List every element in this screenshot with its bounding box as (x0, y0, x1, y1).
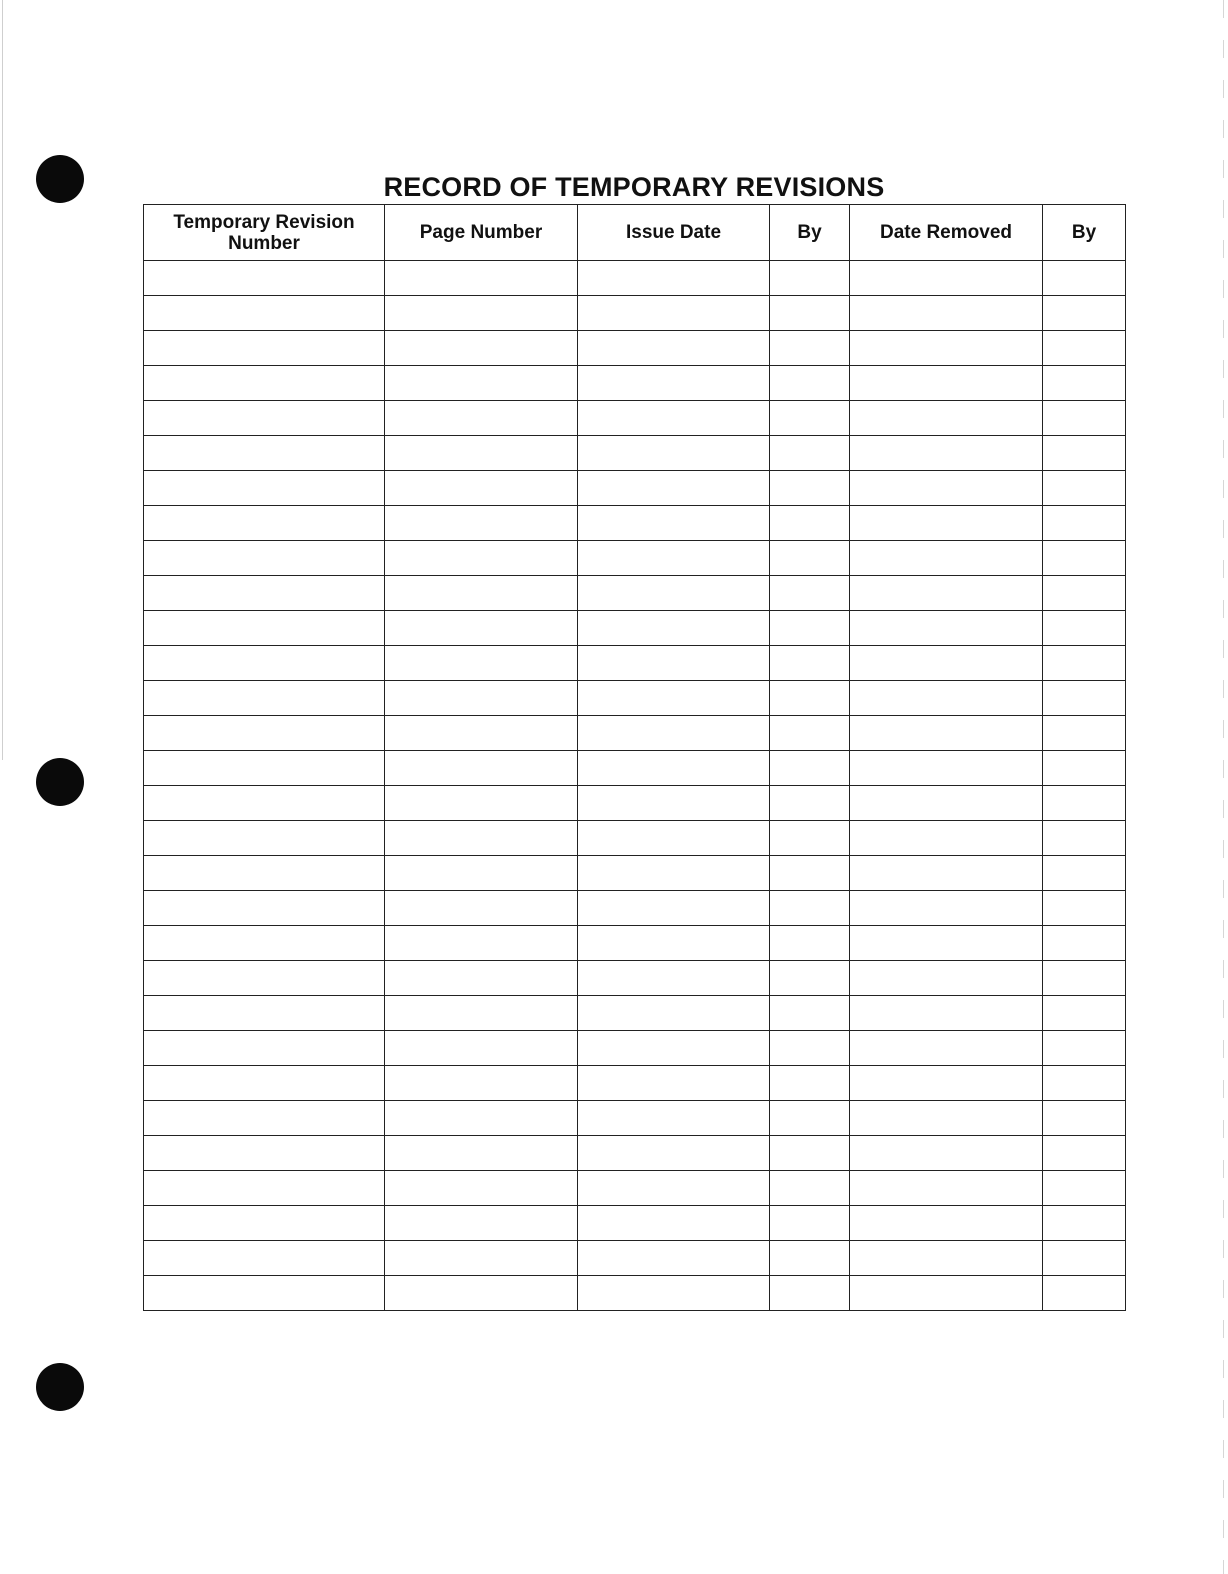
issued-by-cell[interactable] (770, 541, 850, 576)
removed-by-cell[interactable] (1043, 926, 1126, 961)
issued-by-cell[interactable] (770, 1136, 850, 1171)
date-removed-cell[interactable] (850, 1241, 1043, 1276)
issued-by-cell[interactable] (770, 996, 850, 1031)
date-removed-cell[interactable] (850, 1171, 1043, 1206)
removed-by-cell[interactable] (1043, 471, 1126, 506)
date-removed-cell[interactable] (850, 821, 1043, 856)
table-row (144, 1206, 1126, 1241)
issued-by-cell[interactable] (770, 1171, 850, 1206)
page-number-cell[interactable] (385, 296, 578, 331)
date-removed-cell[interactable] (850, 891, 1043, 926)
removed-by-cell[interactable] (1043, 401, 1126, 436)
issue-date-cell[interactable] (578, 821, 770, 856)
page-number-cell[interactable] (385, 1136, 578, 1171)
temporary-revision-number-cell[interactable] (144, 891, 385, 926)
issued-by-cell[interactable] (770, 751, 850, 786)
page-number-cell[interactable] (385, 856, 578, 891)
page-number-cell[interactable] (385, 611, 578, 646)
issued-by-cell[interactable] (770, 681, 850, 716)
temporary-revision-number-cell[interactable] (144, 296, 385, 331)
issued-by-cell[interactable] (770, 891, 850, 926)
issued-by-cell[interactable] (770, 331, 850, 366)
table-row (144, 821, 1126, 856)
temporary-revision-number-cell[interactable] (144, 506, 385, 541)
removed-by-cell[interactable] (1043, 541, 1126, 576)
removed-by-cell[interactable] (1043, 681, 1126, 716)
issued-by-cell[interactable] (770, 366, 850, 401)
temporary-revision-number-cell[interactable] (144, 1206, 385, 1241)
temporary-revision-number-cell[interactable] (144, 541, 385, 576)
issue-date-cell[interactable] (578, 716, 770, 751)
date-removed-cell[interactable] (850, 856, 1043, 891)
removed-by-cell[interactable] (1043, 436, 1126, 471)
issued-by-cell[interactable] (770, 261, 850, 296)
table-row (144, 926, 1126, 961)
issue-date-cell[interactable] (578, 891, 770, 926)
page-number-cell[interactable] (385, 751, 578, 786)
page-number-cell[interactable] (385, 401, 578, 436)
issue-date-cell[interactable] (578, 786, 770, 821)
page-number-cell[interactable] (385, 1206, 578, 1241)
column-header-removed-by: By (1043, 205, 1126, 261)
removed-by-cell[interactable] (1043, 751, 1126, 786)
column-header-temporary-revision-number: Temporary Revision Number (144, 205, 385, 261)
issue-date-cell[interactable] (578, 926, 770, 961)
table-row (144, 716, 1126, 751)
issue-date-cell[interactable] (578, 471, 770, 506)
table-row (144, 541, 1126, 576)
date-removed-cell[interactable] (850, 541, 1043, 576)
issued-by-cell[interactable] (770, 1276, 850, 1311)
issued-by-cell[interactable] (770, 506, 850, 541)
page-number-cell[interactable] (385, 926, 578, 961)
temporary-revision-number-cell[interactable] (144, 681, 385, 716)
temporary-revision-number-cell[interactable] (144, 646, 385, 681)
table-row (144, 401, 1126, 436)
date-removed-cell[interactable] (850, 1031, 1043, 1066)
issue-date-cell[interactable] (578, 1206, 770, 1241)
date-removed-cell[interactable] (850, 506, 1043, 541)
removed-by-cell[interactable] (1043, 1136, 1126, 1171)
issued-by-cell[interactable] (770, 786, 850, 821)
issue-date-cell[interactable] (578, 541, 770, 576)
issue-date-cell[interactable] (578, 751, 770, 786)
removed-by-cell[interactable] (1043, 1276, 1126, 1311)
issue-date-cell[interactable] (578, 961, 770, 996)
temporary-revision-number-cell[interactable] (144, 1066, 385, 1101)
table-row (144, 261, 1126, 296)
issued-by-cell[interactable] (770, 401, 850, 436)
date-removed-cell[interactable] (850, 1276, 1043, 1311)
temporary-revision-number-cell[interactable] (144, 1101, 385, 1136)
page-title: RECORD OF TEMPORARY REVISIONS (383, 172, 885, 203)
issue-date-cell[interactable] (578, 1136, 770, 1171)
table-row (144, 1101, 1126, 1136)
page-number-cell[interactable] (385, 646, 578, 681)
removed-by-cell[interactable] (1043, 1031, 1126, 1066)
page-number-cell[interactable] (385, 1066, 578, 1101)
page-left-edge (2, 0, 3, 760)
removed-by-cell[interactable] (1043, 891, 1126, 926)
temporary-revision-number-cell[interactable] (144, 926, 385, 961)
issued-by-cell[interactable] (770, 926, 850, 961)
temporary-revision-number-cell[interactable] (144, 331, 385, 366)
issued-by-cell[interactable] (770, 821, 850, 856)
issue-date-cell[interactable] (578, 401, 770, 436)
column-header-issue-date: Issue Date (578, 205, 770, 261)
page-number-cell[interactable] (385, 1241, 578, 1276)
date-removed-cell[interactable] (850, 786, 1043, 821)
issued-by-cell[interactable] (770, 471, 850, 506)
removed-by-cell[interactable] (1043, 786, 1126, 821)
removed-by-cell[interactable] (1043, 1066, 1126, 1101)
date-removed-cell[interactable] (850, 471, 1043, 506)
temporary-revision-number-cell[interactable] (144, 1241, 385, 1276)
removed-by-cell[interactable] (1043, 716, 1126, 751)
removed-by-cell[interactable] (1043, 1206, 1126, 1241)
date-removed-cell[interactable] (850, 961, 1043, 996)
date-removed-cell[interactable] (850, 1206, 1043, 1241)
page-number-cell[interactable] (385, 961, 578, 996)
table-row (144, 891, 1126, 926)
column-header-page-number: Page Number (385, 205, 578, 261)
issue-date-cell[interactable] (578, 1031, 770, 1066)
issue-date-cell[interactable] (578, 296, 770, 331)
page-number-cell[interactable] (385, 471, 578, 506)
table-row (144, 646, 1126, 681)
page-number-cell[interactable] (385, 506, 578, 541)
table-body (144, 261, 1126, 1311)
removed-by-cell[interactable] (1043, 1171, 1126, 1206)
issue-date-cell[interactable] (578, 646, 770, 681)
date-removed-cell[interactable] (850, 1136, 1043, 1171)
page-number-cell[interactable] (385, 366, 578, 401)
removed-by-cell[interactable] (1043, 261, 1126, 296)
temporary-revision-number-cell[interactable] (144, 1031, 385, 1066)
temporary-revision-number-cell[interactable] (144, 996, 385, 1031)
issue-date-cell[interactable] (578, 331, 770, 366)
table-row (144, 1276, 1126, 1311)
temporary-revision-number-cell[interactable] (144, 1136, 385, 1171)
issue-date-cell[interactable] (578, 856, 770, 891)
removed-by-cell[interactable] (1043, 366, 1126, 401)
table-row (144, 961, 1126, 996)
page-number-cell[interactable] (385, 786, 578, 821)
table-row (144, 366, 1126, 401)
temporary-revision-number-cell[interactable] (144, 611, 385, 646)
table-row (144, 751, 1126, 786)
table-row (144, 331, 1126, 366)
table-row (144, 681, 1126, 716)
binder-punch-hole (36, 1363, 84, 1411)
issued-by-cell[interactable] (770, 1101, 850, 1136)
removed-by-cell[interactable] (1043, 646, 1126, 681)
temporary-revision-number-cell[interactable] (144, 471, 385, 506)
temporary-revision-number-cell[interactable] (144, 751, 385, 786)
issue-date-cell[interactable] (578, 576, 770, 611)
removed-by-cell[interactable] (1043, 506, 1126, 541)
page-number-cell[interactable] (385, 1171, 578, 1206)
date-removed-cell[interactable] (850, 366, 1043, 401)
issued-by-cell[interactable] (770, 1206, 850, 1241)
table-row (144, 296, 1126, 331)
page-number-cell[interactable] (385, 996, 578, 1031)
issued-by-cell[interactable] (770, 961, 850, 996)
temporary-revision-number-cell[interactable] (144, 786, 385, 821)
table-row (144, 576, 1126, 611)
temporary-revision-number-cell[interactable] (144, 401, 385, 436)
table-row (144, 1171, 1126, 1206)
date-removed-cell[interactable] (850, 996, 1043, 1031)
date-removed-cell[interactable] (850, 296, 1043, 331)
issued-by-cell[interactable] (770, 296, 850, 331)
issue-date-cell[interactable] (578, 1276, 770, 1311)
table-row (144, 611, 1126, 646)
issued-by-cell[interactable] (770, 1031, 850, 1066)
column-header-issued-by: By (770, 205, 850, 261)
table-row (144, 1031, 1126, 1066)
page-number-cell[interactable] (385, 541, 578, 576)
date-removed-cell[interactable] (850, 646, 1043, 681)
page-number-cell[interactable] (385, 261, 578, 296)
removed-by-cell[interactable] (1043, 996, 1126, 1031)
page-number-cell[interactable] (385, 821, 578, 856)
removed-by-cell[interactable] (1043, 856, 1126, 891)
page-number-cell[interactable] (385, 576, 578, 611)
page-number-cell[interactable] (385, 1031, 578, 1066)
temporary-revision-number-cell[interactable] (144, 576, 385, 611)
table-row (144, 506, 1126, 541)
temporary-revision-number-cell[interactable] (144, 261, 385, 296)
temporary-revision-number-cell[interactable] (144, 366, 385, 401)
date-removed-cell[interactable] (850, 1101, 1043, 1136)
table-row (144, 436, 1126, 471)
issue-date-cell[interactable] (578, 1101, 770, 1136)
issued-by-cell[interactable] (770, 611, 850, 646)
temporary-revision-number-cell[interactable] (144, 716, 385, 751)
removed-by-cell[interactable] (1043, 961, 1126, 996)
removed-by-cell[interactable] (1043, 611, 1126, 646)
issued-by-cell[interactable] (770, 1066, 850, 1101)
page-right-edge (1223, 0, 1224, 1574)
issue-date-cell[interactable] (578, 366, 770, 401)
column-header-date-removed: Date Removed (850, 205, 1043, 261)
temporary-revision-number-cell[interactable] (144, 856, 385, 891)
issue-date-cell[interactable] (578, 261, 770, 296)
removed-by-cell[interactable] (1043, 331, 1126, 366)
temporary-revision-number-cell[interactable] (144, 821, 385, 856)
revisions-table (143, 204, 1126, 1311)
issue-date-cell[interactable] (578, 1241, 770, 1276)
table-row (144, 471, 1126, 506)
temporary-revision-number-cell[interactable] (144, 1171, 385, 1206)
table-row (144, 1066, 1126, 1101)
issue-date-cell[interactable] (578, 681, 770, 716)
temporary-revision-number-cell[interactable] (144, 1276, 385, 1311)
removed-by-cell[interactable] (1043, 821, 1126, 856)
removed-by-cell[interactable] (1043, 1241, 1126, 1276)
issue-date-cell[interactable] (578, 611, 770, 646)
issued-by-cell[interactable] (770, 576, 850, 611)
issued-by-cell[interactable] (770, 436, 850, 471)
removed-by-cell[interactable] (1043, 1101, 1126, 1136)
issue-date-cell[interactable] (578, 506, 770, 541)
table-row (144, 786, 1126, 821)
date-removed-cell[interactable] (850, 576, 1043, 611)
issued-by-cell[interactable] (770, 646, 850, 681)
temporary-revision-number-cell[interactable] (144, 961, 385, 996)
issue-date-cell[interactable] (578, 996, 770, 1031)
page-number-cell[interactable] (385, 436, 578, 471)
date-removed-cell[interactable] (850, 611, 1043, 646)
issue-date-cell[interactable] (578, 1066, 770, 1101)
issued-by-cell[interactable] (770, 1241, 850, 1276)
date-removed-cell[interactable] (850, 401, 1043, 436)
date-removed-cell[interactable] (850, 751, 1043, 786)
issue-date-cell[interactable] (578, 1171, 770, 1206)
date-removed-cell[interactable] (850, 331, 1043, 366)
page-number-cell[interactable] (385, 1101, 578, 1136)
removed-by-cell[interactable] (1043, 296, 1126, 331)
table-row (144, 1136, 1126, 1171)
date-removed-cell[interactable] (850, 436, 1043, 471)
table-header-row (144, 205, 1126, 261)
removed-by-cell[interactable] (1043, 576, 1126, 611)
issued-by-cell[interactable] (770, 856, 850, 891)
page-number-cell[interactable] (385, 1276, 578, 1311)
date-removed-cell[interactable] (850, 1066, 1043, 1101)
table-row (144, 856, 1126, 891)
date-removed-cell[interactable] (850, 681, 1043, 716)
table-row (144, 1241, 1126, 1276)
page-number-cell[interactable] (385, 716, 578, 751)
date-removed-cell[interactable] (850, 716, 1043, 751)
date-removed-cell[interactable] (850, 261, 1043, 296)
temporary-revision-number-cell[interactable] (144, 436, 385, 471)
page-number-cell[interactable] (385, 331, 578, 366)
page-number-cell[interactable] (385, 681, 578, 716)
table-row (144, 996, 1126, 1031)
issued-by-cell[interactable] (770, 716, 850, 751)
issue-date-cell[interactable] (578, 436, 770, 471)
binder-punch-hole (36, 758, 84, 806)
date-removed-cell[interactable] (850, 926, 1043, 961)
page-number-cell[interactable] (385, 891, 578, 926)
